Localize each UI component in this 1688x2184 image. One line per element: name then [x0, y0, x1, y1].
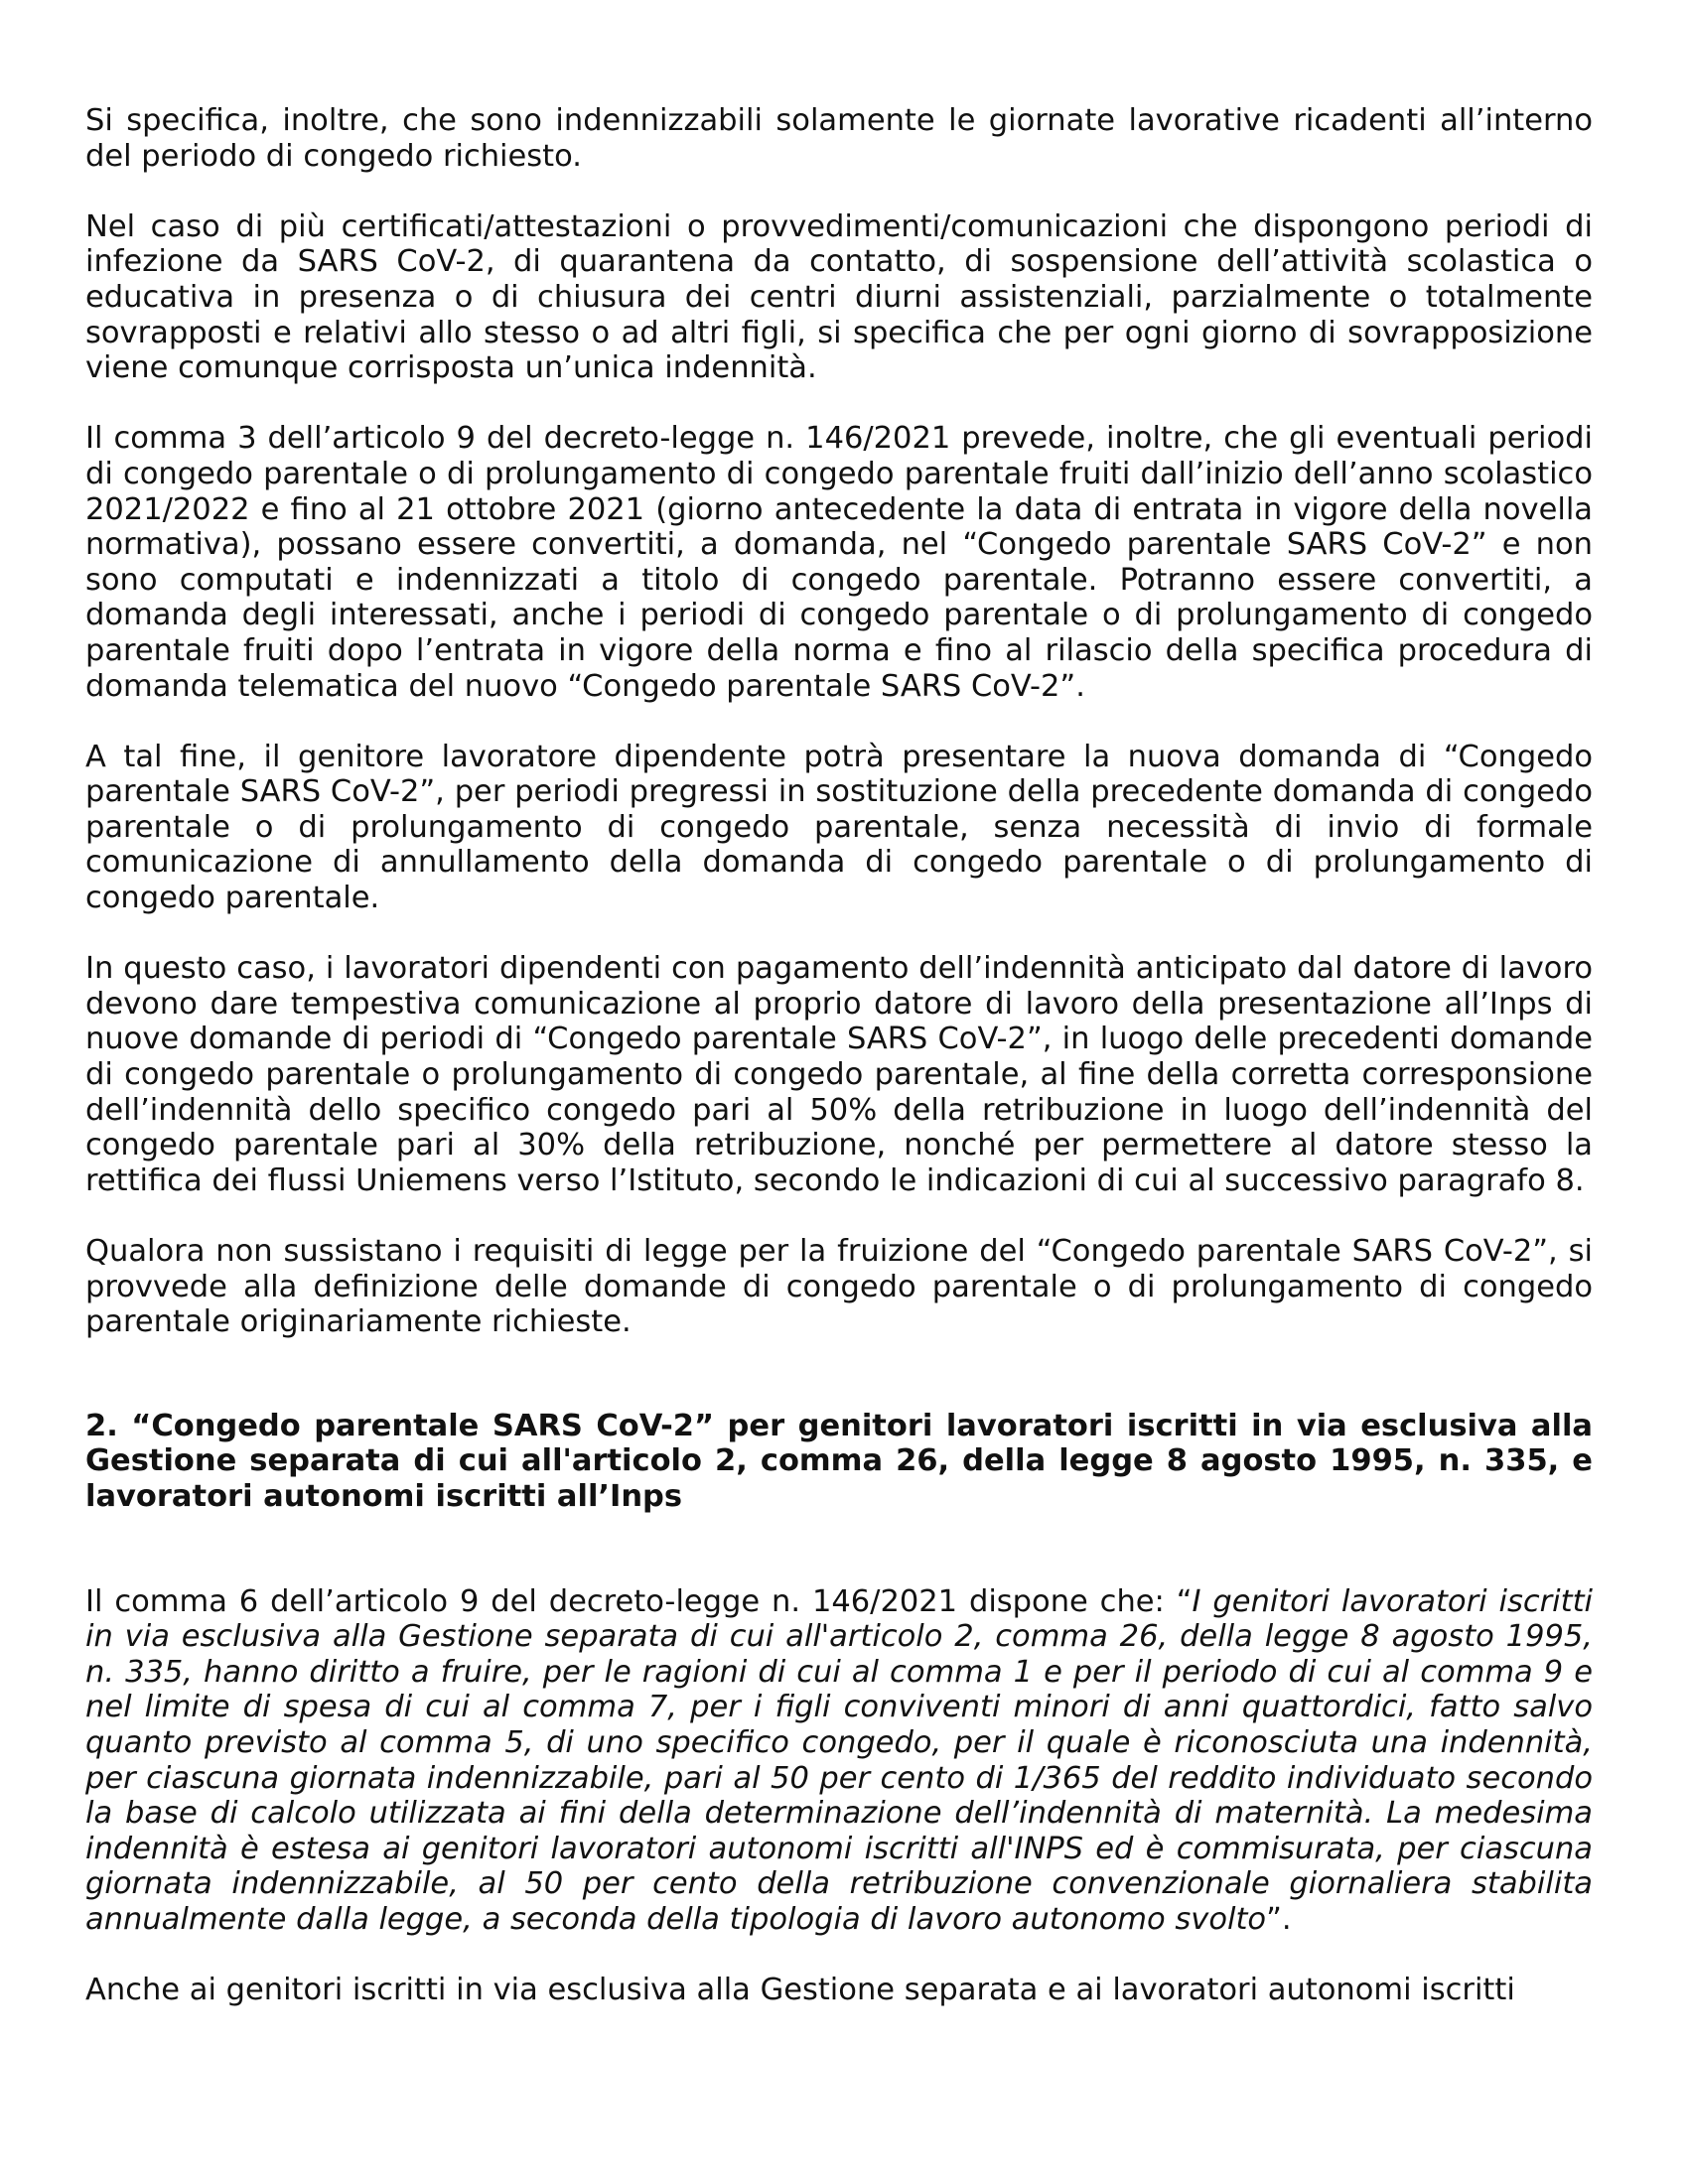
- paragraph-genitore-dipendente: A tal fine, il genitore lavoratore dipendente potrà presentare la nuova domanda di “Congedo parentale SARS CoV-2”, per periodi pregressi in sostituzione della precedente domanda di congedo parentale o di prolungamento di congedo parentale, senza necessità di invio di formale comunicazione di annullamento della domanda di congedo parentale o di prolungamento di congedo parentale.: [85, 739, 1593, 916]
- paragraph-indennizzabili: Si specifica, inoltre, che sono indennizzabili solamente le giornate lavorative ricadenti all’interno del periodo di congedo richiesto.: [85, 103, 1593, 174]
- paragraph-final: Anche ai genitori iscritti in via esclusiva alla Gestione separata e ai lavoratori autonomi iscritti: [85, 1973, 1515, 2008]
- paragraph-comma-6: [85, 1584, 1593, 1938]
- quoted-text: I genitori lavoratori iscritti in via esclusiva alla Gestione separata di cui all'articolo 2, comma 26, della legge 8 agosto 1995, n. 335, hanno diritto a fruire, per le ragioni di cui al comma 1 e per il periodo di cui al comma 9 e nel limite di spesa di cui al comma 7, per i figli conviventi minori di anni quattordici, fatto salvo quanto previsto al comma 5, di uno specifico congedo, per il quale è riconosciuta una indennità, per ciascuna giornata indennizzabile, pari al 50 per cento di 1/365 del reddito individuato secondo la base di calcolo utilizzata ai fini della determinazione dell’indennità di maternità. La medesima indennità è estesa ai genitori lavoratori autonomi iscritti all'INPS ed è commisurata, per ciascuna giornata indennizzabile, al 50 per cento della retribuzione convenzionale giornaliera stabilita annualmente dalla legge, a seconda della tipologia di lavoro autonomo svolto: [85, 1583, 1594, 1937]
- section-heading: 2. “Congedo parentale SARS CoV-2” per genitori lavoratori iscritti in via esclusiva alla Gestione separata di cui all'articolo 2, comma 26, della legge 8 agosto 1995, n. 335, e lavoratori autonomi iscritti all’Inps: [85, 1408, 1593, 1514]
- document-page: [85, 103, 1593, 2043]
- paragraph-requisiti: Qualora non sussistano i requisiti di legge per la fruizione del “Congedo parentale SARS CoV-2”, si provvede alla definizione delle domande di congedo parentale o di prolungamento di congedo parentale originariamente richieste.: [85, 1234, 1593, 1340]
- paragraph-comma-3: Il comma 3 dell’articolo 9 del decreto-legge n. 146/2021 prevede, inoltre, che gli eventuali periodi di congedo parentale o di prolungamento di congedo parentale fruiti dall’inizio dell’anno scolastico 2021/2022 e fino al 21 ottobre 2021 (giorno antecedente la data di entrata in vigore della novella normativa), possano essere convertiti, a domanda, nel “Congedo parentale SARS CoV-2” e non sono computati e indennizzati a titolo di congedo parentale. Potranno essere convertiti, a domanda degli interessati, anche i periodi di congedo parentale o di prolungamento di congedo parentale fruiti dopo l’entrata in vigore della norma e fino al rilascio della specifica procedura di domanda telematica del nuovo “Congedo parentale SARS CoV-2”.: [85, 421, 1593, 704]
- quote-intro: Il comma 6 dell’articolo 9 del decreto-legge n. 146/2021 dispone che: “: [85, 1583, 1193, 1619]
- quote-outro: ”.: [1266, 1901, 1292, 1937]
- paragraph-pagamento-anticipato: In questo caso, i lavoratori dipendenti con pagamento dell’indennità anticipato dal datore di lavoro devono dare tempestiva comunicazione al proprio datore di lavoro della presentazione all’Inps di nuove domande di periodi di “Congedo parentale SARS CoV-2”, in luogo delle precedenti domande di congedo parentale o prolungamento di congedo parentale, al fine della corretta corresponsione dell’indennità dello specifico congedo pari al 50% della retribuzione in luogo dell’indennità del congedo parentale pari al 30% della retribuzione, nonché per permettere al datore stesso la rettifica dei flussi Uniemens verso l’Istituto, secondo le indicazioni di cui al successivo paragrafo 8.: [85, 951, 1593, 1198]
- paragraph-sovrapposizione: Nel caso di più certificati/attestazioni o provvedimenti/comunicazioni che dispongono periodi di infezione da SARS CoV-2, di quarantena da contatto, di sospensione dell’attività scolastica o educativa in presenza o di chiusura dei centri diurni assistenziali, parzialmente o totalmente sovrapposti e relativi allo stesso o ad altri figli, si specifica che per ogni giorno di sovrapposizione viene comunque corrisposta un’unica indennità.: [85, 208, 1593, 386]
